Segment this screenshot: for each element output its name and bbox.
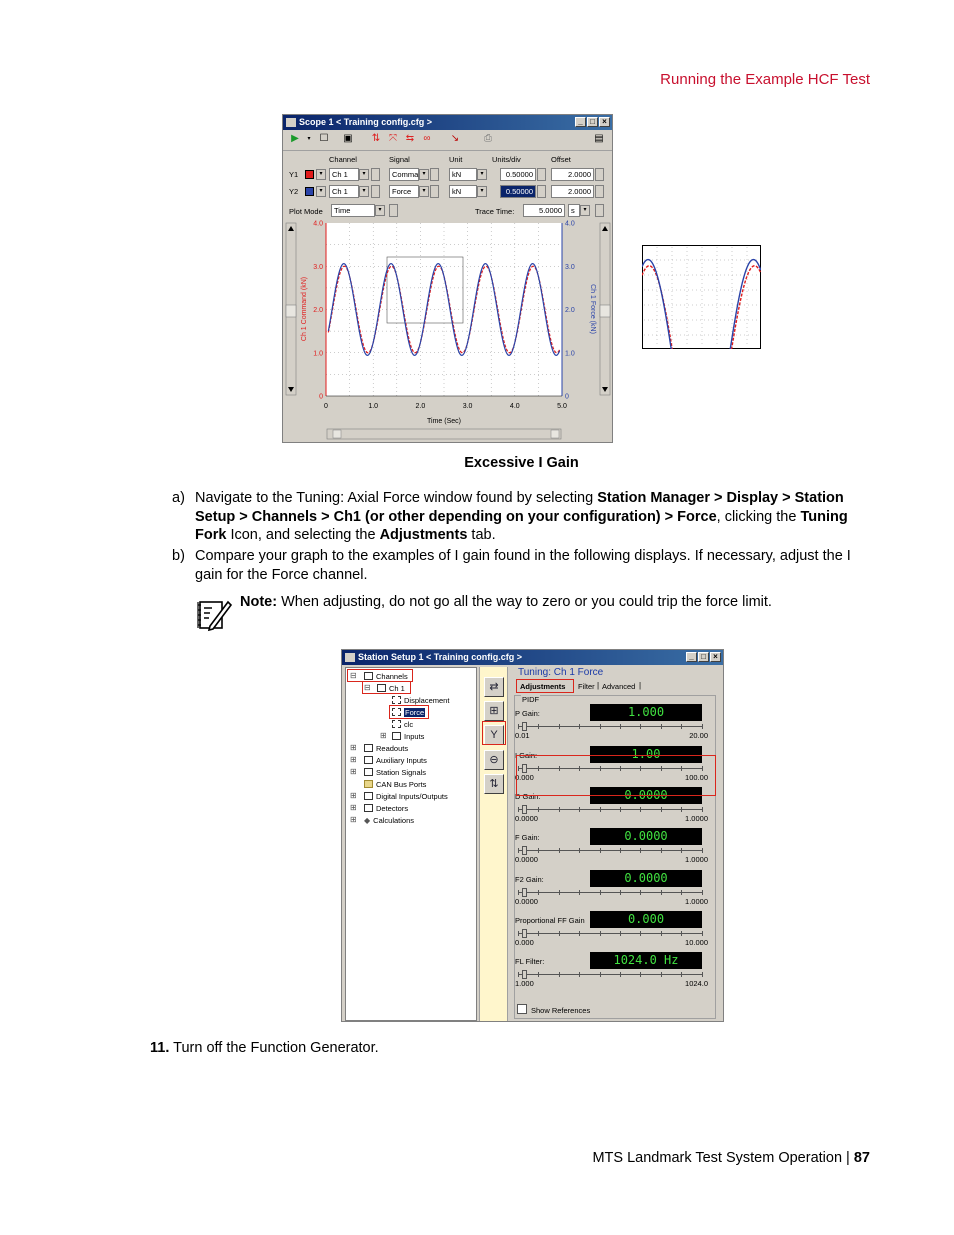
maximize-button[interactable]: □ [587,117,598,127]
x-tick-label: 0 [324,403,328,410]
tree-item-ch1[interactable]: Ch 1 [377,684,405,694]
y1-signal-field[interactable]: Comma [389,168,419,181]
chevron-down-icon[interactable]: ▾ [359,186,369,197]
y1-color-swatch[interactable] [305,170,314,179]
print-icon[interactable]: ⎙ [484,133,492,144]
tree-item-displacement[interactable]: Displacement [392,696,449,706]
page-footer [520,1150,870,1166]
slider-max: 1024.0 [685,979,708,988]
note-icon [196,596,232,632]
y2-tick-label: 2.0 [565,307,575,314]
slider-min: 0.01 [515,731,530,740]
slider-max: 100.00 [685,773,708,782]
row-label: Y2 [289,187,299,196]
y1-unit-field[interactable]: kN [449,168,477,181]
tuning-panel: Tuning: Ch 1 Force Adjustments Filter | Advanced | PIDF P Gain: 1.000 0.01 20.00 I Gain: 1.00 0.000 100.00 D Gain: 0.0000 0.0000 1.0000 F Gain: 0.0000 0.0000 1.0000 F2 Gain: 0.0000 0.0000 1.0000 Proportional FF Gain 0.000 0.000 10.000 FL Filter: 1024.0 Hz 1.000 1024.0 Show References [510,665,722,1021]
gain-label: F2 Gain: [515,875,544,884]
col-unit: Unit [449,155,463,164]
slider-max: 10.000 [685,938,708,947]
trace-time-label: Trace Time: [475,207,515,216]
gain-value-display[interactable]: 0.0000 [590,870,702,887]
play-icon[interactable]: ▶ [291,133,299,144]
trace-icon[interactable]: ∞ [423,133,431,144]
x-tick-label: 2.0 [415,403,426,410]
gain-value-display[interactable]: 1.000 [590,704,702,721]
y-tick-label: 3.0 [313,263,323,271]
slider-min: 0.0000 [515,897,538,906]
station-title-bar [342,650,723,665]
footer-text: MTS Landmark Test System Operation | [592,1150,854,1166]
gain-value-display[interactable]: 1024.0 Hz [590,952,702,969]
dropdown-arrow-icon[interactable]: ▾ [307,136,311,142]
y2-signal-field[interactable]: Force [389,185,419,198]
y2-tick-label: 1.0 [565,350,575,358]
zoom-inset [642,245,761,349]
zoom-icon[interactable]: ⇆ [405,133,415,144]
col-offset: Offset [551,155,571,164]
gain-slider-thumb[interactable] [522,970,527,979]
square-icon[interactable]: ☐ [319,133,329,144]
station-title: Station Setup 1 < Training config.cfg > [358,652,523,662]
slider-min: 1.000 [515,979,534,988]
step-a-text-1: Navigate to the Tuning: Axial Force window found by selecting [195,490,598,506]
page-number: 87 [853,1150,870,1166]
y2-channel-field[interactable]: Ch 1 [329,185,359,198]
y2-color-swatch[interactable] [305,187,314,196]
slider-ticks [518,807,703,813]
slider-max: 20.00 [689,731,708,740]
y2-units-div-field[interactable]: 0.50000 [500,185,536,198]
chevron-down-icon[interactable]: ▾ [477,186,487,197]
plot-mode-label: Plot Mode [289,207,323,216]
step-a-text-4: tab. [467,527,496,544]
tree-item-can-bus-ports[interactable]: CAN Bus Ports [364,780,426,790]
sensor-icon [392,696,401,704]
gain-value-display[interactable]: 0.000 [590,911,702,928]
gain-label: I Gain: [515,751,538,760]
menu-path: Station Manager > Display > Station Setup > Channels > Ch1 (or other depending on your configuration) > Force [195,490,844,525]
spinner[interactable] [595,185,604,198]
gain-label: FL Filter: [515,957,545,966]
chevron-down-icon[interactable]: ▾ [477,169,487,180]
y2-axis-label: Ch 1 Force (kN) [589,284,596,334]
scope-plot [283,219,613,443]
gain-slider-thumb[interactable] [522,805,527,814]
gain-slider-thumb[interactable] [522,888,527,897]
col-signal: Signal [389,155,410,164]
sensor-config-icon[interactable]: ⊞ [484,701,504,721]
note-label: Note: [240,594,278,610]
y1-offset-field[interactable]: 2.0000 [551,168,594,181]
tree-item-station-signals[interactable]: Station Signals [364,768,426,778]
detectors-icon [364,804,373,812]
slider-ticks [518,931,703,937]
limits-icon[interactable]: ⇅ [484,774,504,794]
tab-adjustments[interactable]: Adjustments [520,682,566,691]
col-channel: Channel [329,155,357,164]
note-text: When adjusting, do not go all the way to zero or you could trip the force limit. [277,594,772,610]
row-label: Y1 [289,170,299,179]
trace-unit-field[interactable]: s [568,204,580,217]
slider-min: 0.0000 [515,814,538,823]
y-tick-label: 0 [319,393,323,401]
spinner[interactable] [430,168,439,181]
autoscale-x-icon[interactable]: ⤧ [389,133,397,144]
gain-label: D Gain: [515,792,541,801]
y1-units-div-field[interactable]: 0.50000 [500,168,536,181]
tree-item-channels[interactable]: Channels [364,672,408,682]
tree-item-detectors[interactable]: Detectors [364,804,408,814]
plot-mode-field[interactable]: Time [331,204,375,217]
step-text: Turn off the Function Generator. [173,1040,379,1056]
tab-filter[interactable]: Filter [578,682,595,691]
y1-channel-field[interactable]: Ch 1 [329,168,359,181]
chevron-down-icon[interactable]: ▾ [419,169,429,180]
note [240,594,860,610]
col-units-div: Units/div [492,155,521,164]
checkbox[interactable] [517,1004,527,1014]
minimize-button[interactable]: _ [686,652,697,662]
spinner[interactable] [389,204,398,217]
tree-item-inputs[interactable]: Inputs [392,732,424,742]
chevron-down-icon[interactable]: ▾ [580,205,590,216]
step-b-text: Compare your graph to the examples of I gain found in the following displays. If necessary, adjust the I gain for the Force channel. [195,548,851,583]
y-tick-label: 1.0 [313,350,323,358]
tuning-fork-term: Tuning Fork [195,508,848,544]
y2-tick-label: 0 [565,393,569,401]
gain-slider-thumb[interactable] [522,722,527,731]
spinner[interactable] [371,168,380,181]
diamond-icon: ◆ [364,816,371,825]
station-setup-window [341,649,724,1022]
chevron-down-icon[interactable]: ▾ [419,186,429,197]
y2-offset-field[interactable]: 2.0000 [551,185,594,198]
gain-value-display[interactable]: 1.00 [590,746,702,763]
spinner[interactable] [537,168,546,181]
slider-min: 0.0000 [515,855,538,864]
x-tick-label: 3.0 [462,403,473,410]
gain-value-display[interactable]: 0.0000 [590,828,702,845]
spinner[interactable] [595,168,604,181]
step-b-label: b) [172,548,185,564]
tuning-title: Tuning: Ch 1 Force [518,667,604,678]
slider-ticks [518,890,703,896]
figure-caption: Excessive I Gain [464,455,579,471]
tree-item-auxiliary-inputs[interactable]: Auxiliary Inputs [364,756,427,766]
gain-label: Proportional FF Gain [515,916,585,925]
x-tick-label: 5.0 [557,403,567,410]
slider-ticks [518,972,703,978]
y-tick-label: 2.0 [313,307,323,314]
slider-max: 1.0000 [685,814,708,823]
tree-item-calculations[interactable]: ◆ Calculations [364,816,415,825]
tab-advanced[interactable]: Advanced [602,682,636,691]
y-axis-label: Ch 1 Command (kN) [301,276,308,342]
step-11 [150,1040,379,1056]
spinner[interactable] [430,185,439,198]
digital-io-icon [364,792,373,800]
close-button[interactable]: × [710,652,721,662]
scope-window [282,114,613,443]
step-number: 11. [150,1040,170,1056]
gain-value-display[interactable]: 0.0000 [590,787,702,804]
aux-icon [364,756,373,764]
tree-item-force[interactable]: Force [392,708,425,718]
y2-tick-label: 4.0 [565,220,575,228]
y2-tick-label: 3.0 [565,263,575,271]
chevron-down-icon[interactable]: ▾ [359,169,369,180]
scope-title-bar [283,115,612,130]
gain-label: F Gain: [515,833,540,842]
maximize-button[interactable]: □ [698,652,709,662]
spinner[interactable] [371,185,380,198]
camera-icon[interactable]: ▣ [343,133,353,144]
autoscale-red-icon[interactable]: ⇅ [371,133,381,144]
calibration-icon[interactable]: ⊖ [484,750,504,770]
sensor-icon [392,720,401,728]
slider-ticks [518,848,703,854]
chevron-down-icon[interactable]: ▾ [316,169,326,180]
step-a-text-3: Icon, and selecting the [226,527,380,544]
signals-icon [364,768,373,776]
slider-min: 0.000 [515,773,534,782]
chevron-down-icon[interactable]: ▾ [375,205,385,216]
show-references[interactable]: Show References [517,1004,590,1015]
step-a-text-2: , clicking the [716,508,801,525]
scope-app-icon [286,118,296,127]
tree-item-readouts[interactable]: Readouts [364,744,408,754]
group-label: PIDF [522,695,540,704]
station-app-icon [345,653,355,662]
folder-icon [364,780,373,788]
inputs-icon [392,732,401,740]
slider-min: 0.000 [515,938,534,947]
spinner[interactable] [537,185,546,198]
chevron-down-icon[interactable]: ▾ [316,186,326,197]
slider-max: 1.0000 [685,855,708,864]
x-tick-label: 1.0 [368,403,379,410]
move-icon[interactable]: ⇄ [484,677,504,697]
step-a-text [195,489,875,545]
tuning-fork-icon[interactable]: Y [484,725,504,745]
step-a-label: a) [172,490,185,506]
minimize-button[interactable]: _ [575,117,586,127]
cursor-icon[interactable]: ↘ [450,133,460,144]
settings-icon[interactable]: ▤ [594,133,604,144]
slider-ticks [518,724,703,730]
scope-title: Scope 1 < Training config.cfg > [299,117,433,127]
gain-slider-thumb[interactable] [522,929,527,938]
slider-max: 1.0000 [685,897,708,906]
x-axis-label: Time (Sec) [427,418,461,425]
tree-pane: ⊟ Channels ⊟ Ch 1 Displacement Force clc ⊞ Inputs ⊞ Readouts ⊞ Auxiliary Inputs ⊞ Station Signals CAN Bus Ports ⊞ Digital Inputs/Outputs ⊞ Detectors ⊞ ◆ Calculations [345,667,477,1021]
spinner[interactable] [595,204,604,217]
trace-time-field[interactable]: 5.0000 [523,204,565,217]
readouts-icon [364,744,373,752]
adjustments-term: Adjustments [379,527,468,544]
y2-unit-field[interactable]: kN [449,185,477,198]
running-header: Running the Example HCF Test [660,71,870,88]
close-button[interactable]: × [599,117,610,127]
tree-item-clc[interactable]: clc [392,720,413,730]
gain-slider-thumb[interactable] [522,846,527,855]
tree-item-digital-io[interactable]: Digital Inputs/Outputs [364,792,448,802]
gain-label: P Gain: [515,709,540,718]
x-tick-label: 4.0 [509,403,520,410]
y-tick-label: 4.0 [313,220,323,228]
